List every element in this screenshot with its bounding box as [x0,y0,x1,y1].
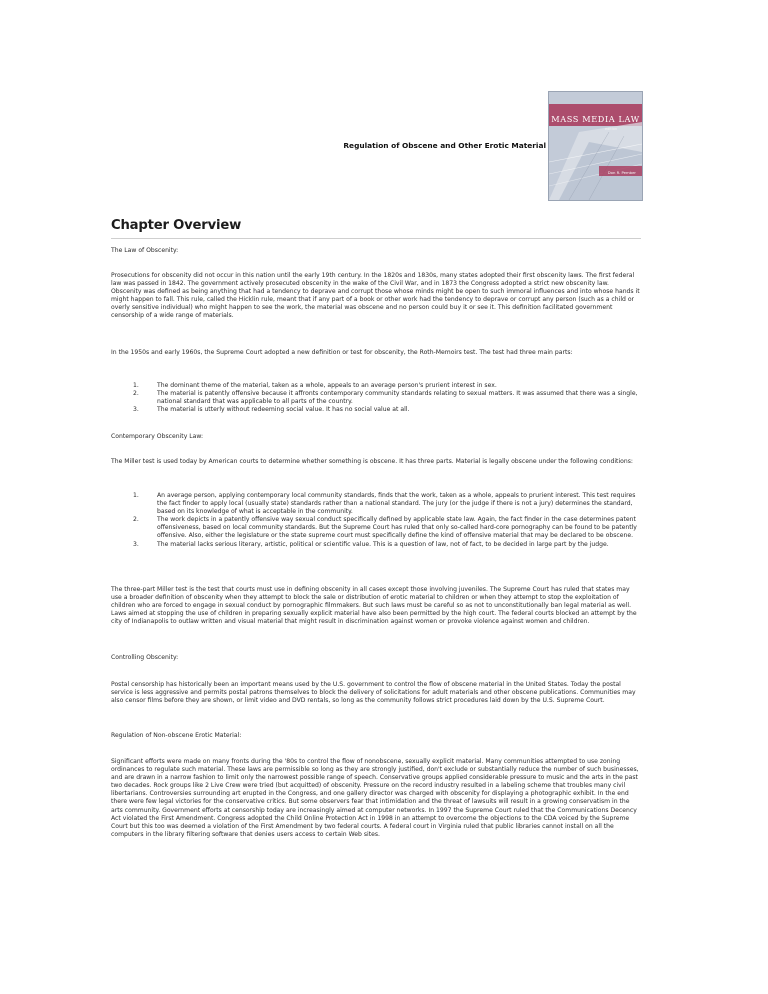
cover-artwork [549,92,642,200]
section-label-controlling: Controlling Obscenity: [111,654,179,661]
list-item-text: An average person, applying contemporary local community standards, finds that the work, taken as a whole, appeals to prurient interest. This test requires the fact finder to apply local (usually state) standards rather than a national standard. The jury (or the judge if there is not a jury) determines the standard, based on its knowledge of what is acceptable in the community. [157,492,636,516]
list-item [111,516,641,540]
list-item-number: 3. [133,540,139,548]
miller-test-list [111,492,641,549]
list-item-number: 2. [133,390,139,398]
paragraph-miller-test: The Miller test is used today by American courts to determine whether something is obscene. It has three parts. Material is legally obscene under the following conditions: [111,458,633,465]
cover-title: MASS MEDIA LAW [551,114,640,124]
paragraph-roth-memoirs: In the 1950s and early 1960s, the Supreme Court adopted a new definition or test for obscenity, the Roth-Memoirs test. The test had three main parts: [111,349,573,356]
paragraph-history: Prosecutions for obscenity did not occur in this nation until the early 19th century. In the 1820s and 1830s, many states adopted their first obscenity laws. The first federal law was passed in 1842. The government actively prosecuted obscenity in the wake of the Civil War, and in 1873 the Congress adopted a strict new obscenity law. Obscenity was defined as being anything that had a tendency to deprave and corrupt those whose minds might be open to such immoral influences and into whose hands it might happen to fall. This rule, called the Hicklin rule, meant that if any part of a book or other work had the tendency to deprave or corrupt any person (such as a child or overly sensitive individual) who might happen to see the work, the material was obscene and no person could buy it or see it. This definition facilitated government censorship of a wide range of materials. [111,272,640,320]
list-item-number: 1. [133,382,139,389]
list-item-text: The material lacks serious literary, artistic, political or scientific value. This is a question of law, not of fact, to be decided in large part by the judge. [157,540,609,548]
list-item-text: The dominant theme of the material, taken as a whole, appeals to an average person's prurient interest in sex. [157,382,497,389]
paragraph-postal-censorship: Postal censorship has historically been an important means used by the U.S. government to control the flow of obscene material in the United States. Today the postal service is less aggressive and permits postal patrons themselves to block the delivery of solicitations for adult materials and other obscene publications. Communities may also censor films before they are shown, or limit video and DVD rentals, so long as the community follows strict procedures laid down by the U.S. Supreme Court. [111,681,636,705]
list-item [111,541,641,549]
list-item-text: The material is utterly without redeeming social value. It has no social value at all. [157,406,410,414]
list-item-text: The material is patently offensive because it affronts contemporary community standards relating to sexual matters. It was assumed that there was a single, national standard that was applicable to all parts of the country. [157,390,638,406]
paragraph-non-obscene: Significant efforts were made on many fronts during the '80s to control the flow of nonobscene, sexually explicit material. Many communities attempted to use zoning ordinances to regulate such material. These laws are permissible so long as they are strongly justified, don't exclude or substantially reduce the number of such businesses, and are drawn in a narrow fashion to limit only the narrowest possible range of speech. Conservative groups applied considerable pressure to music and the arts in the past two decades. Rock groups like 2 Live Crew were tried (but acquitted) of obscenity. Pressure on the record industry resulted in a labeling scheme that troubles many civil libertarians. Controversies surrounding art erupted in the Congress, and one gallery director was charged with obscenity for displaying a photographic exhibit. In the end there were few legal victories for the conservative critics. But some observers fear that intimidation and the threat of lawsuits will result in a growing conservatism in the arts community. Government efforts at censorship today are increasingly aimed at computer networks. In 1997 the Supreme Court ruled that the Communications Decency Act violated the First Amendment. Congress adopted the Child Online Protection Act in 1998 in an attempt to overcome the objections to the CDA voiced by the Supreme Court but this too was deemed a violation of the First Amendment by two federal courts. A federal court in Virginia ruled that public libraries cannot install on all the computers in the library filtering software that denies users access to certain Web sites. [111,758,639,838]
section-label-law-of-obscenity: The Law of Obscenity: [111,247,179,254]
list-item-number: 1. [133,492,139,499]
heading-divider [111,238,641,239]
list-item-number: 2. [133,516,139,524]
list-item-text: The work depicts in a patently offensive way sexual conduct specifically defined by applicable state law. Again, the fact finder in the case determines patent offensiveness, based on local community standards. But the Supreme Court has ruled that only so-called hard-core pornography can be found to be patently offensive. Also, either the legislature or the state supreme court must specifically define the kind of offensive material that may be declared to be obscene. [157,516,637,540]
book-cover-image [548,91,643,201]
cover-edition: edition [605,127,618,131]
cover-author: Don R. Pember [607,170,636,175]
page-header-title: Regulation of Obscene and Other Erotic Material [343,141,546,150]
section-label-non-obscene: Regulation of Non-obscene Erotic Material: [111,732,242,739]
list-item [111,406,641,414]
paragraph-miller-juveniles: The three-part Miller test is the test that courts must use in defining obscenity in all cases except those involving juveniles. The Supreme Court has ruled that states may use a broader definition of obscenity when they attempt to block the sale or distribution of erotic material to children or when they attempt to stop the exploitation of children who are forced to engage in sexual conduct by pornographic filmmakers. But such laws must be careful so as not to unconstitutionally ban legal material as well. Laws aimed at stopping the use of children in preparing sexually explicit material have also been permitted by the high court. The federal courts blocked an attempt by the city of Indianapolis to outlaw written and visual material that might result in discrimination against women or provoke violence against women and children. [111,586,637,626]
chapter-heading: Chapter Overview [111,218,242,233]
list-item [111,492,641,516]
list-item [111,390,641,406]
roth-memoirs-list [111,382,641,414]
list-item [111,382,641,390]
section-label-contemporary: Contemporary Obscenity Law: [111,433,204,440]
list-item-number: 3. [133,406,139,414]
